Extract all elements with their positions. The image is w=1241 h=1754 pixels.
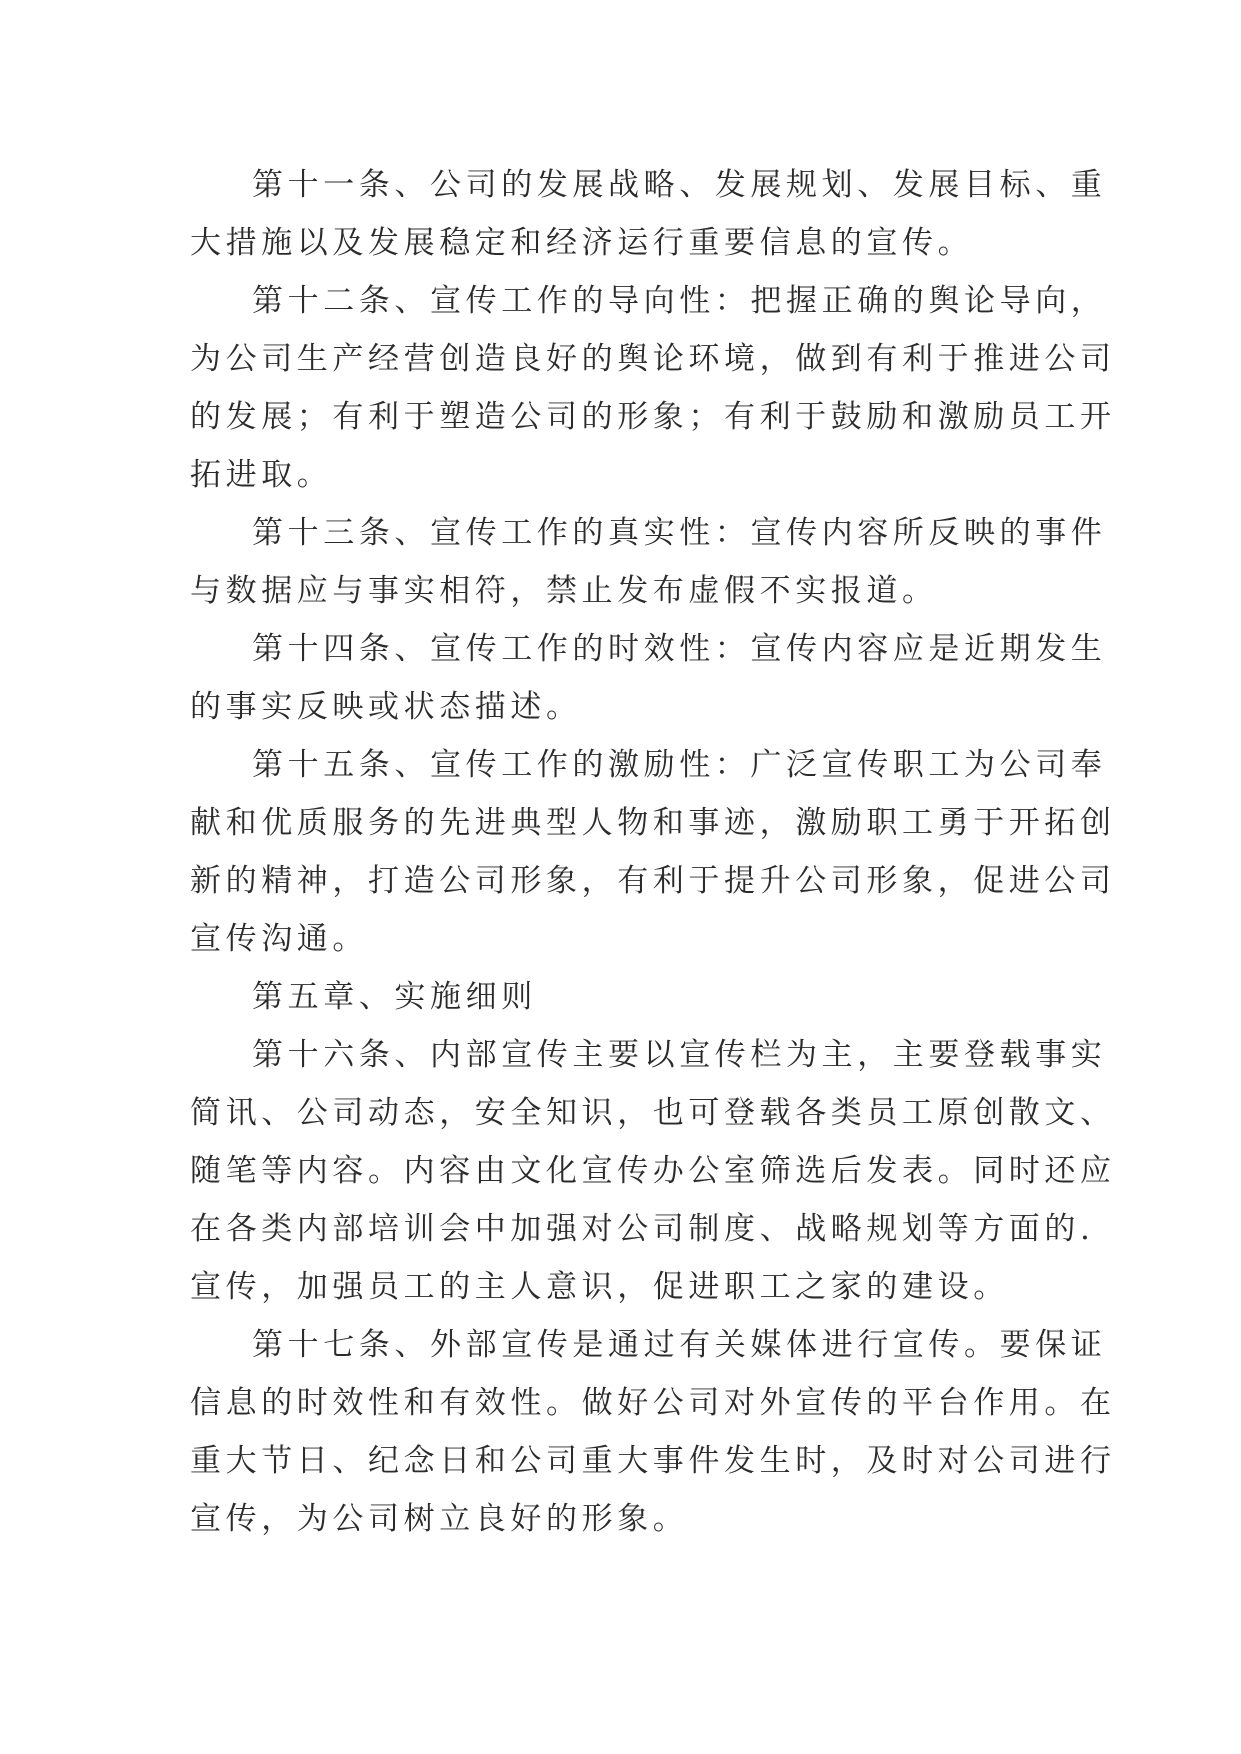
text-line: 为公司生产经营创造良好的舆论环境，做到有利于推进公司 xyxy=(190,341,1116,377)
text-line: 大措施以及发展稳定和经济运行重要信息的宣传。 xyxy=(190,225,974,261)
text-line: 第十七条、外部宣传是通过有关媒体进行宣传。要保证 xyxy=(252,1327,1107,1363)
text-line: 第十一条、公司的发展战略、发展规划、发展目标、重 xyxy=(252,167,1107,203)
text-line: 拓进取。 xyxy=(190,457,333,493)
text-line: 第十六条、内部宣传主要以宣传栏为主，主要登载事实 xyxy=(252,1037,1107,1073)
text-line: 宣传，为公司树立良好的形象。 xyxy=(190,1501,689,1537)
text-line: 的事实反映或状态描述。 xyxy=(190,689,582,725)
text-line: 新的精神，打造公司形象，有利于提升公司形象，促进公司 xyxy=(190,863,1116,899)
text-line: 随笔等内容。内容由文化宣传办公室筛选后发表。同时还应 xyxy=(190,1153,1116,1189)
text-line: 第十三条、宣传工作的真实性：宣传内容所反映的事件 xyxy=(252,515,1107,551)
text-line: 宣传，加强员工的主人意识，促进职工之家的建设。 xyxy=(190,1269,1009,1305)
text-line: 在各类内部培训会中加强对公司制度、战略规划等方面的. xyxy=(190,1211,1095,1247)
text-line: 与数据应与事实相符，禁止发布虚假不实报道。 xyxy=(190,573,938,609)
text-line: 宣传沟通。 xyxy=(190,921,368,957)
text-line: 献和优质服务的先进典型人物和事迹，激励职工勇于开拓创 xyxy=(190,805,1116,841)
text-line: 第十二条、宣传工作的导向性：把握正确的舆论导向， xyxy=(252,283,1107,319)
text-line: 的发展；有利于塑造公司的形象；有利于鼓励和激励员工开 xyxy=(190,399,1116,435)
chapter-heading: 第五章、实施细则 xyxy=(252,979,537,1015)
text-line: 第十五条、宣传工作的激励性：广泛宣传职工为公司奉 xyxy=(252,747,1107,783)
text-line: 信息的时效性和有效性。做好公司对外宣传的平台作用。在 xyxy=(190,1385,1116,1421)
text-line: 第十四条、宣传工作的时效性：宣传内容应是近期发生 xyxy=(252,631,1107,667)
text-line: 重大节日、纪念日和公司重大事件发生时，及时对公司进行 xyxy=(190,1443,1116,1479)
text-line: 简讯、公司动态，安全知识，也可登载各类员工原创散文、 xyxy=(190,1095,1116,1131)
